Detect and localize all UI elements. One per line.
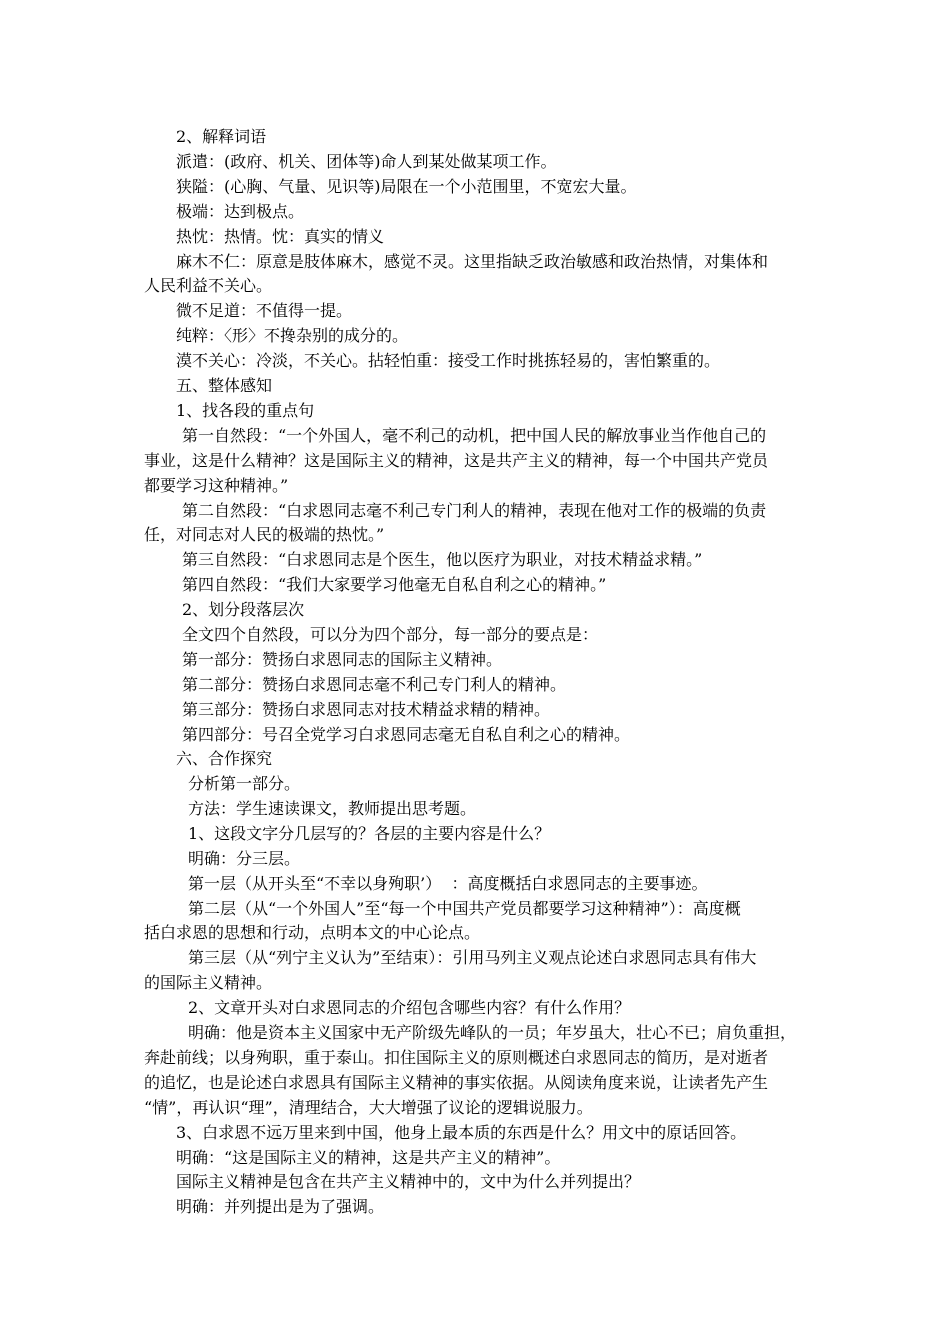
doc-line: 第二层（从“一个外国人”至“每一个中国共产党员都要学习这种精神”）：高度概: [188, 899, 741, 918]
doc-line: 热忱：热情。忱：真实的情义: [176, 227, 385, 246]
doc-line: 第一部分：赞扬白求恩同志的国际主义精神。: [182, 650, 503, 669]
doc-line: 狭隘：(心胸、气量、见识等)局限在一个小范围里，不宽宏大量。: [176, 177, 637, 196]
doc-line: 2、文章开头对白求恩同志的介绍包含哪些内容？有什么作用？: [188, 998, 631, 1017]
doc-line: 第二自然段：“白求恩同志毫不利己专门利人的精神，表现在他对工作的极端的负责: [182, 501, 767, 520]
doc-line: 第三自然段：“白求恩同志是个医生，他以医疗为职业，对技术精益求精。”: [182, 550, 703, 569]
doc-line: 括白求恩的思想和行动，点明本文的中心论点。: [144, 923, 481, 942]
section-heading: 五、整体感知: [176, 376, 273, 395]
subsection-heading: 1、找各段的重点句: [176, 401, 315, 420]
doc-line: 明确：“这是国际主义的精神，这是共产主义的精神”。: [176, 1148, 561, 1167]
doc-line: 任，对同志对人民的极端的热忱。”: [144, 525, 385, 544]
doc-line: 都要学习这种精神。”: [144, 476, 289, 495]
doc-line: 派遣：(政府、机关、团体等)命人到某处做某项工作。: [176, 152, 557, 171]
doc-line: 全文四个自然段，可以分为四个部分，每一部分的要点是：: [182, 625, 599, 644]
doc-line: 明确：并列提出是为了强调。: [176, 1197, 385, 1216]
doc-line: 方法：学生速读课文，教师提出思考题。: [188, 799, 477, 818]
subsection-heading: 2、划分段落层次: [182, 600, 305, 619]
doc-line: 第二部分：赞扬白求恩同志毫不利己专门利人的精神。: [182, 675, 567, 694]
doc-line: 分析第一部分。: [188, 774, 301, 793]
doc-line: 人民利益不关心。: [144, 276, 273, 295]
doc-line: 纯粹：〈形〉不搀杂别的成分的。: [176, 326, 409, 345]
doc-line: 的追忆，也是论述白求恩具有国际主义精神的事实依据。从阅读角度来说，让读者先产生: [144, 1073, 769, 1092]
doc-line: 3、白求恩不远万里来到中国，他身上最本质的东西是什么？用文中的原话回答。: [176, 1123, 747, 1142]
doc-line: 第一层（从开头至“不幸以身殉职’） ：高度概括白求恩同志的主要事迹。: [188, 874, 708, 893]
doc-line: 国际主义精神是包含在共产主义精神中的，文中为什么并列提出？: [176, 1172, 641, 1191]
doc-line: 奔赴前线；以身殉职，重于泰山。扣住国际主义的原则概述白求恩同志的简历，是对逝者: [144, 1048, 769, 1067]
doc-line: 的国际主义精神。: [144, 973, 273, 992]
section-heading: 六、合作探究: [176, 749, 273, 768]
doc-line: 微不足道：不值得一提。: [176, 301, 353, 320]
doc-line: 明确：分三层。: [188, 849, 301, 868]
doc-line: 1、这段文字分几层写的？各层的主要内容是什么？: [188, 824, 551, 843]
doc-line: 2、解释词语: [176, 127, 267, 146]
doc-line: 第四自然段：“我们大家要学习他毫无自私自利之心的精神。”: [182, 575, 607, 594]
doc-line: 麻木不仁：原意是肢体麻木，感觉不灵。这里指缺乏政治敏感和政治热情，对集体和: [176, 252, 769, 271]
doc-line: 第三部分：赞扬白求恩同志对技术精益求精的精神。: [182, 700, 551, 719]
doc-line: 事业，这是什么精神？这是国际主义的精神，这是共产主义的精神，每一个中国共产党员: [144, 451, 769, 470]
doc-line: “情”，再认识“理”，清理结合，大大增强了议论的逻辑说服力。: [144, 1098, 593, 1117]
doc-line: 漠不关心：冷淡，不关心。拈轻怕重：接受工作时挑拣轻易的，害怕繁重的。: [176, 351, 721, 370]
doc-line: 第三层（从“列宁主义认为”至结束）：引用马列主义观点论述白求恩同志具有伟大: [188, 948, 757, 967]
doc-line: 极端：达到极点。: [176, 202, 305, 221]
doc-line: 明确：他是资本主义国家中无产阶级先峰队的一员；年岁虽大，壮心不已；肩负重担，: [188, 1023, 797, 1042]
doc-line: 第四部分：号召全党学习白求恩同志毫无自私自利之心的精神。: [182, 725, 631, 744]
doc-line: 第一自然段：“一个外国人，毫不利己的动机，把中国人民的解放事业当作他自己的: [182, 426, 767, 445]
